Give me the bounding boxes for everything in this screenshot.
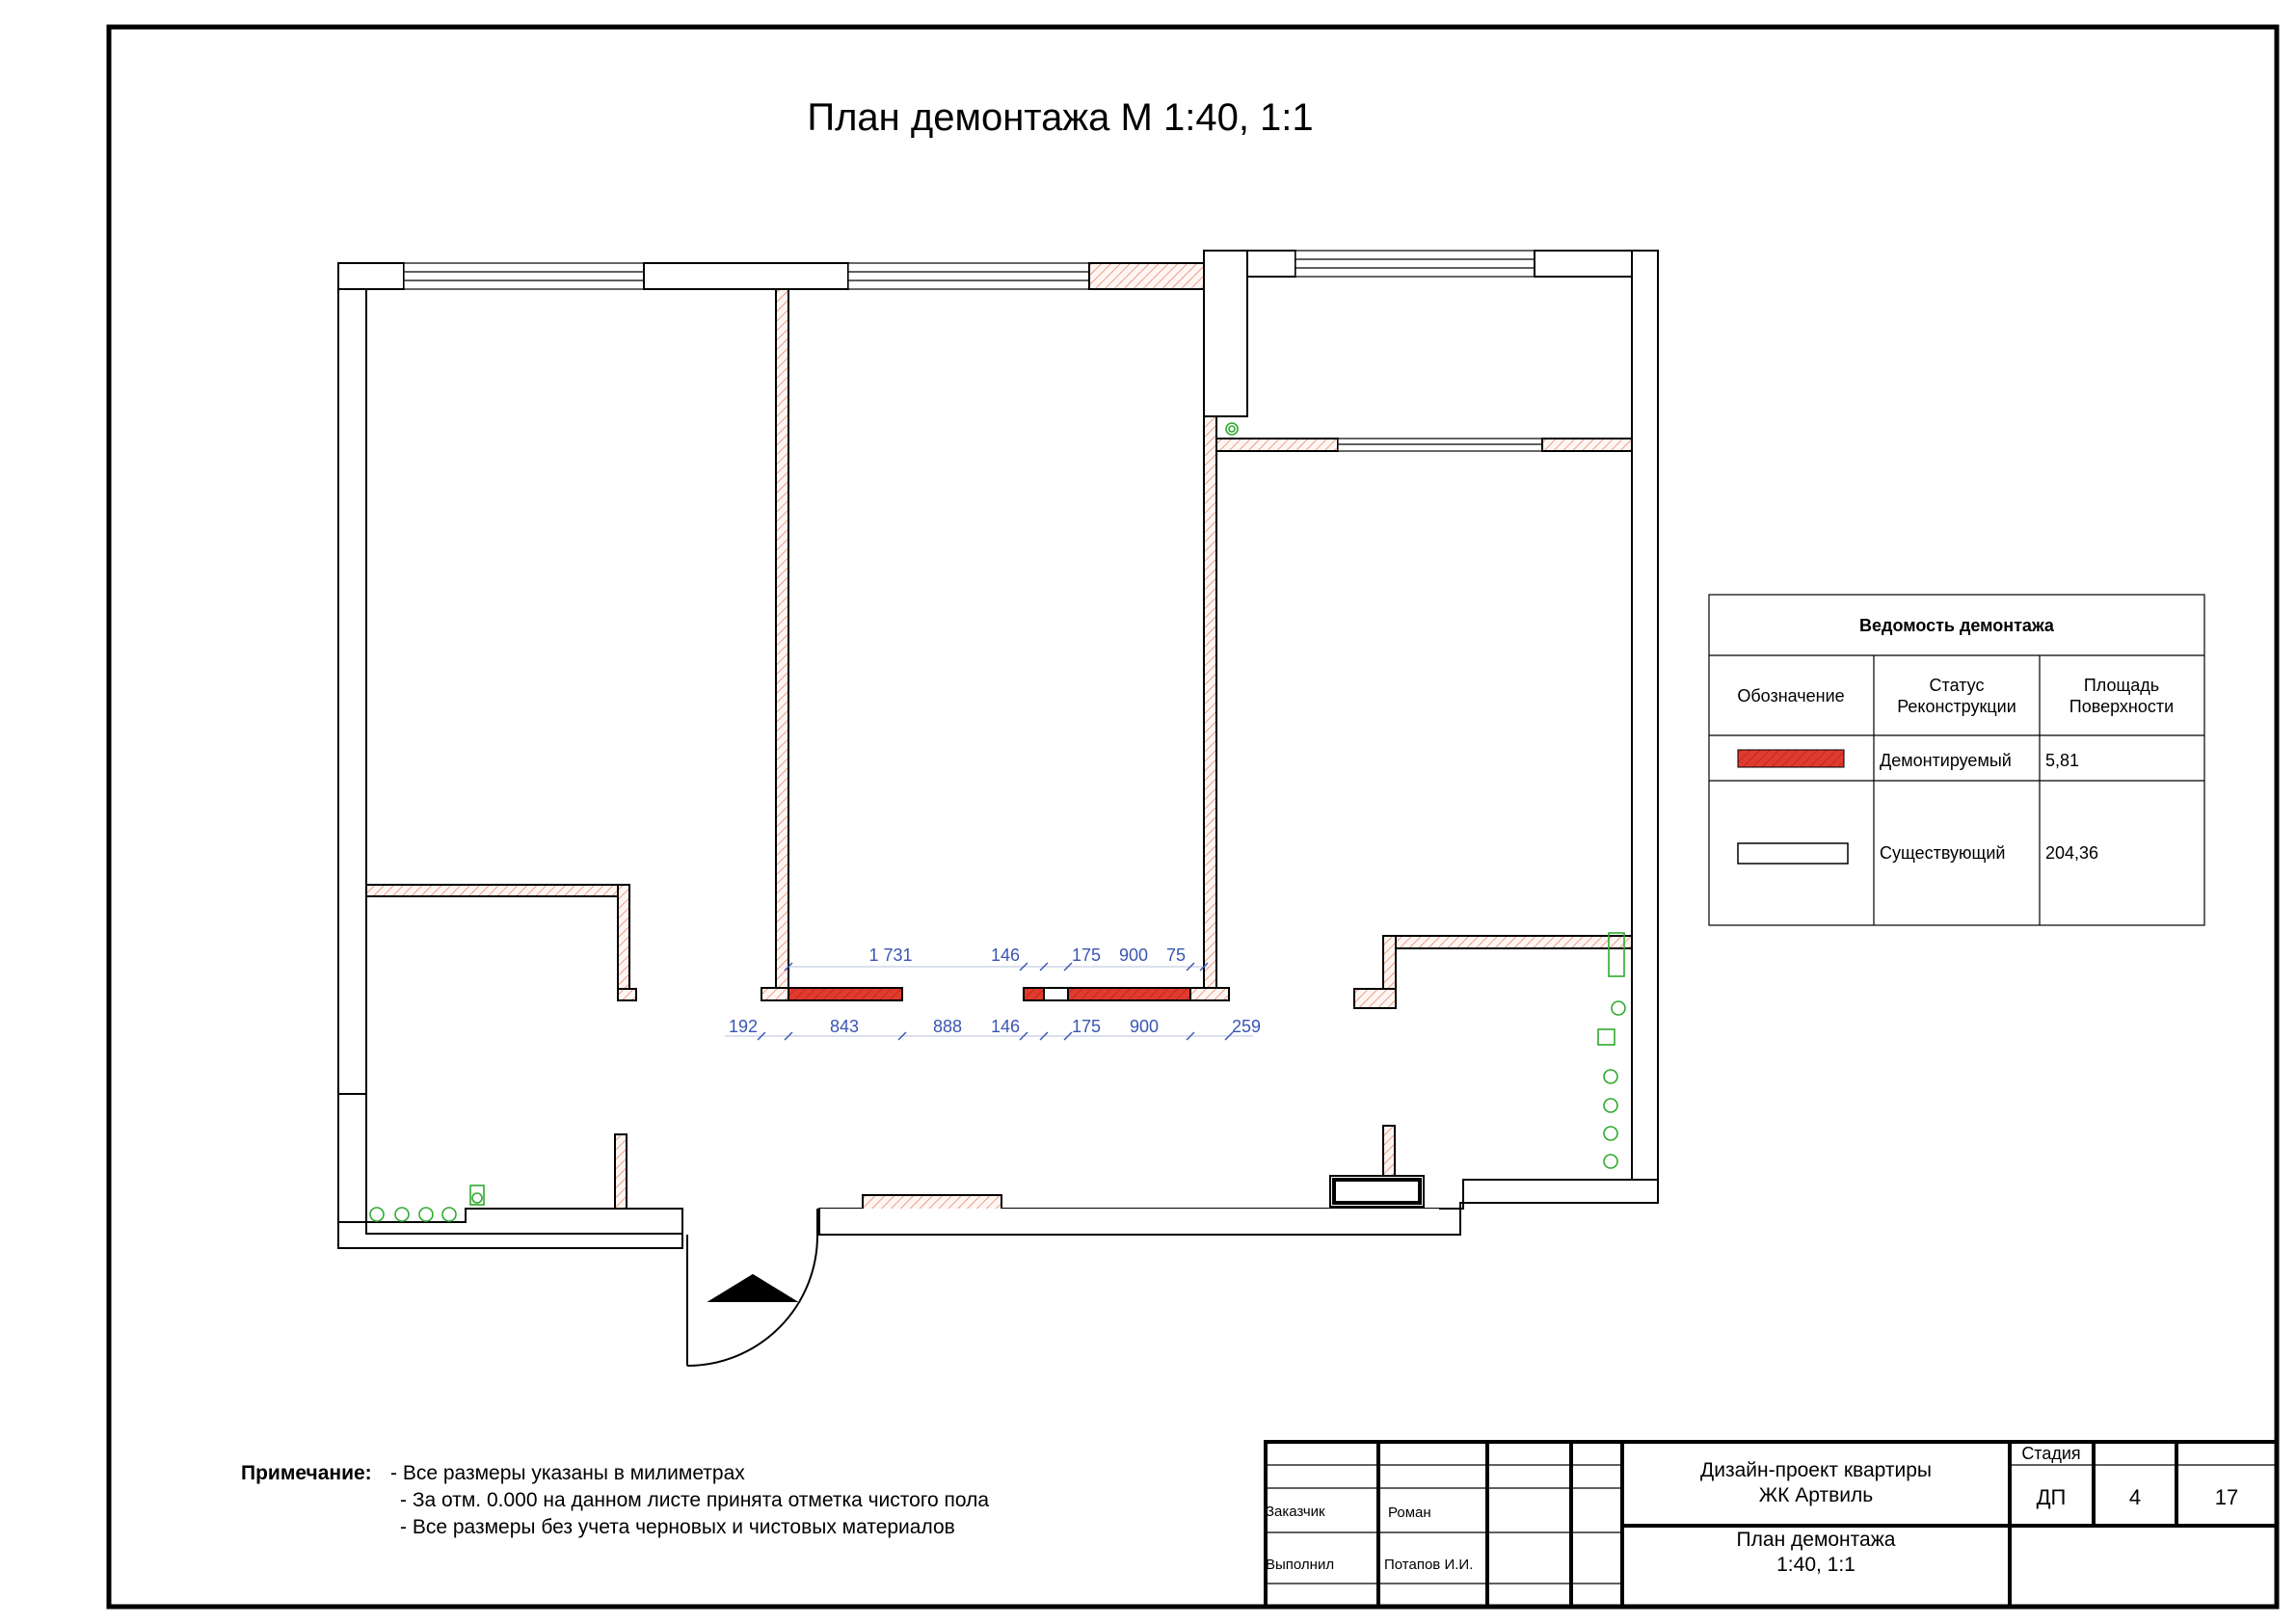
dimension-labels-bottom	[729, 1017, 1261, 1036]
customer-name: Роман	[1388, 1504, 1431, 1521]
note-line: - За отм. 0.000 на данном листе принята отметка чистого пола	[400, 1489, 990, 1511]
col-area-1: Площадь	[2083, 676, 2160, 695]
dim-label: 888	[932, 1017, 963, 1036]
row-status: Существующий	[1880, 843, 2006, 863]
col-status-2: Реконструкции	[1897, 697, 2016, 716]
window-1	[404, 263, 644, 289]
radiator-right	[1334, 1180, 1420, 1203]
col-area-2: Поверхности	[2069, 697, 2175, 716]
partition-2	[1204, 416, 1216, 988]
window-balcony-inner	[1338, 439, 1542, 451]
dim-label: 175	[1071, 1017, 1102, 1036]
schedule-heading: Ведомость демонтажа	[1859, 616, 2054, 635]
dimension-labels-top	[868, 945, 1186, 965]
dim-label: 259	[1231, 1017, 1262, 1036]
partition-bath-left	[615, 1134, 627, 1209]
sheets-total: 17	[2214, 1485, 2239, 1509]
window-balcony	[1295, 251, 1535, 277]
wall-top-mid2	[1089, 263, 1204, 289]
title-block	[1266, 1442, 2277, 1607]
col-status-1: Статус	[1929, 676, 1985, 695]
dim-label: 1 731	[868, 945, 913, 965]
note-line: - Все размеры без учета черновых и чистовых материалов	[400, 1516, 955, 1538]
demolished-wall-2	[1024, 988, 1044, 1000]
demolished-wall-1	[788, 988, 902, 1000]
window-2	[848, 263, 1089, 289]
wall-balcony-sep-left	[1216, 439, 1338, 451]
author-name: Потапов И.И.	[1384, 1557, 1474, 1573]
wall-top-left	[338, 263, 404, 289]
corridor-wall-right	[1190, 988, 1229, 1000]
swatch-existing	[1738, 843, 1848, 864]
corridor-wall-left	[761, 988, 788, 1000]
row-area: 204,36	[2045, 843, 2099, 863]
dim-label: 175	[1071, 945, 1102, 965]
wall-balcony-top-left	[1247, 251, 1295, 277]
swatch-demolished	[1738, 750, 1844, 767]
stage-label: Стадия	[2021, 1444, 2081, 1463]
note	[241, 1462, 989, 1538]
partition-left-room-v	[618, 885, 629, 989]
sheet-name-2: 1:40, 1:1	[1776, 1554, 1855, 1576]
wall-balcony-sep-right	[1542, 439, 1632, 451]
row-area: 5,81	[2045, 751, 2080, 770]
dim-label: 192	[728, 1017, 759, 1036]
sheet-number: 4	[2128, 1485, 2142, 1509]
dim-label: 146	[990, 1017, 1021, 1036]
floor-plan	[338, 251, 1658, 1366]
partition-1	[776, 289, 788, 988]
partition-left-room-h	[366, 885, 629, 896]
note-label: Примечание:	[241, 1462, 372, 1484]
entrance-arrow	[710, 1275, 795, 1301]
partition-bath-right	[1383, 1126, 1395, 1176]
wall-balcony-left	[1204, 251, 1247, 416]
plan-title: План демонтажа М 1:40, 1:1	[807, 96, 1314, 139]
project-name-2: ЖК Артвиль	[1758, 1484, 1874, 1506]
demolition-schedule	[1709, 595, 2204, 925]
stage-value: ДП	[2036, 1485, 2067, 1509]
dim-label: 900	[1118, 945, 1149, 965]
demolished-wall-3	[1068, 988, 1190, 1000]
dim-label: 900	[1129, 1017, 1160, 1036]
wall-bottom-left	[366, 1209, 682, 1234]
sheet-name-1: План демонтажа	[1736, 1529, 1896, 1551]
corridor-wall-mid	[1044, 988, 1068, 1000]
wall-right-outer	[1632, 251, 1658, 1203]
row-status: Демонтируемый	[1880, 751, 2012, 770]
dim-label: 146	[990, 945, 1021, 965]
partition-right-room-h	[1383, 936, 1632, 948]
wall-left-outer	[338, 263, 366, 1094]
dim-label: 843	[829, 1017, 860, 1036]
role-author: Выполнил	[1266, 1557, 1335, 1573]
role-customer: Заказчик	[1266, 1504, 1325, 1520]
dim-label: 75	[1165, 945, 1187, 965]
project-name-1: Дизайн-проект квартиры	[1700, 1459, 1932, 1481]
col-designation: Обозначение	[1737, 686, 1845, 706]
plumbing-fixtures	[370, 423, 1625, 1221]
wall-top-mid1	[644, 263, 848, 289]
note-line: - Все размеры указаны в милиметрах	[390, 1462, 745, 1484]
